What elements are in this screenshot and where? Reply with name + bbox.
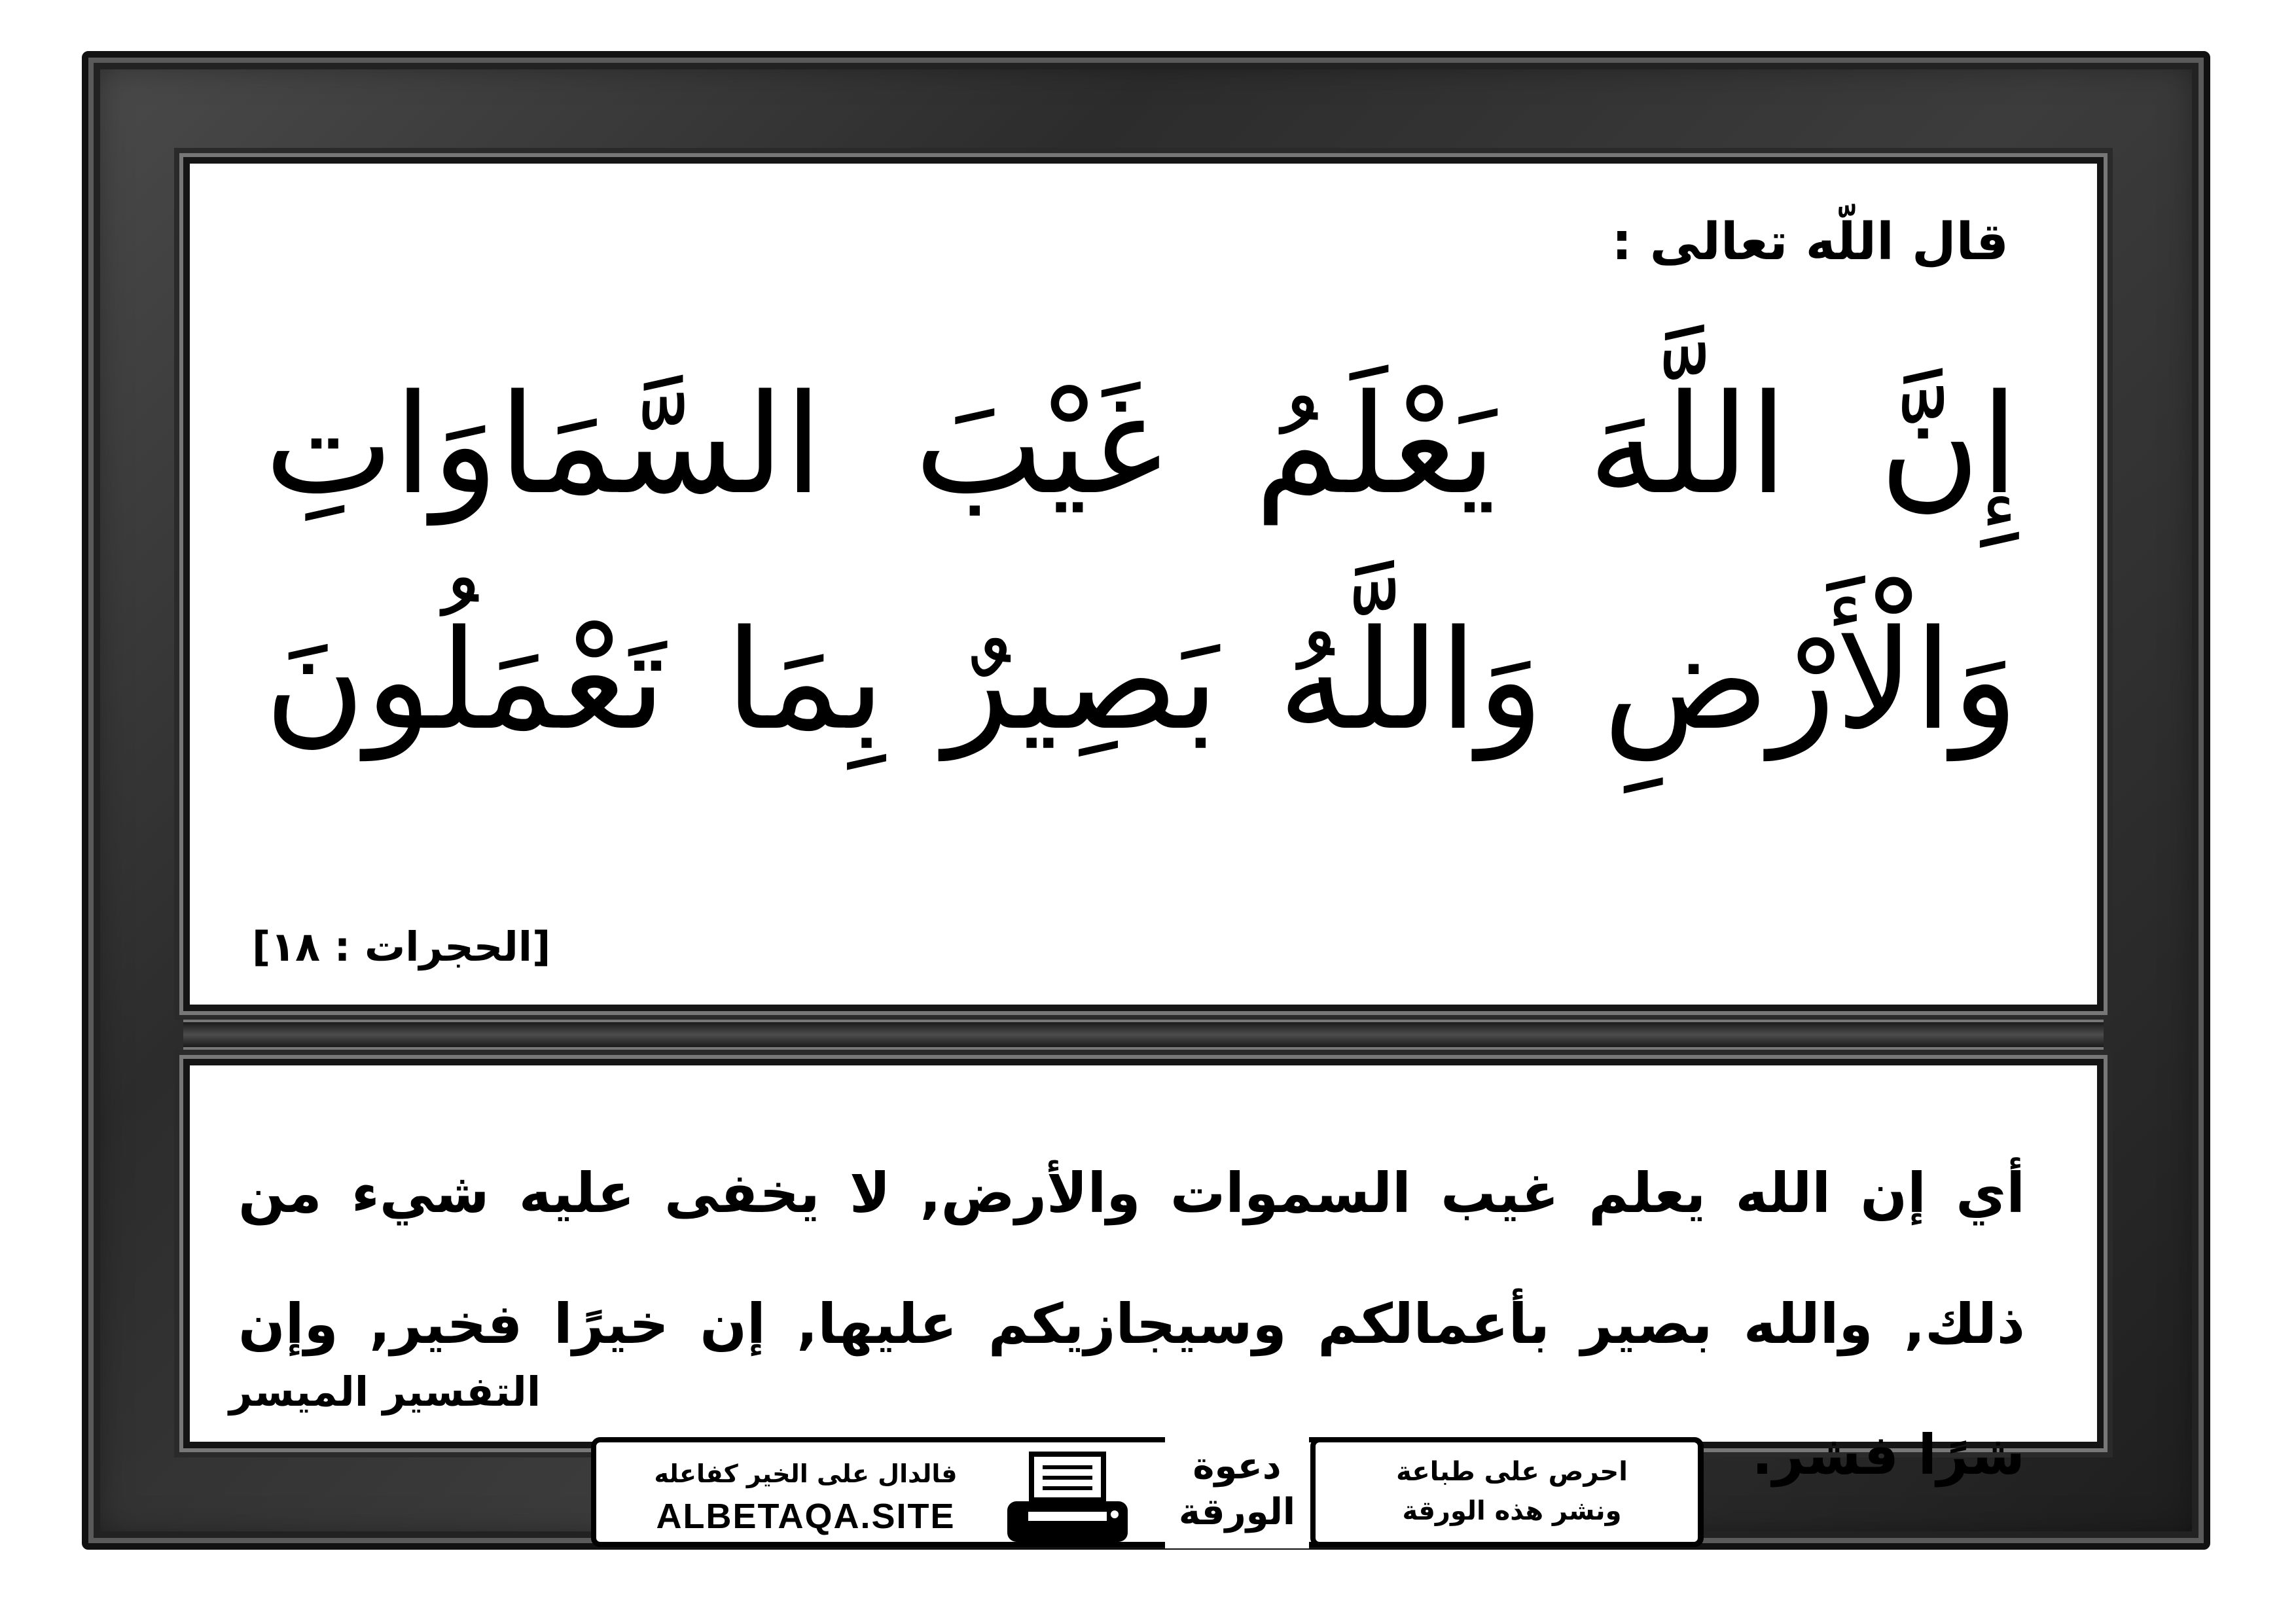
logo-line-1: دعوة [1193,1445,1282,1488]
logo-line-2: الورقة [1178,1491,1296,1533]
frame-divider [183,1020,2104,1050]
advice-line-1: احرص على طباعة [1396,1457,1628,1487]
calligraphy-logo [1165,1431,1309,1548]
site-slogan: فالدال على الخير كفاعله [654,1459,958,1488]
advice-line-2: ونشر هذه الورقة [1402,1496,1622,1526]
tafsir-text: أي إن الله يعلم غيب السموات والأرض, لا يخفى عليه شيء من ذلك, والله بصير بأعمالكم وسيجازيكم عليها, إن خيرًا فخير, وإن شرًا فشر. [238,1161,2025,1487]
site-url[interactable]: ALBETAQA.SITE [656,1497,956,1536]
advice-box [1310,1437,1703,1547]
verse-intro: قال اللّه تعالى : [1611,213,2009,272]
tafsir-source: التفسير الميسر [229,1368,541,1416]
verse-reference: [الحجرات : ١٨] [252,923,551,971]
verse-panel [183,157,2104,1011]
printer-icon [1002,1449,1133,1547]
quran-verse: إِنَّ اللَّهَ يَعْلَمُ غَيْبَ السَّمَاوَاتِ وَالْأَرْضِ وَاللَّهُ بَصِيرٌ بِمَا تَعْمَلُونَ [264,365,2018,760]
